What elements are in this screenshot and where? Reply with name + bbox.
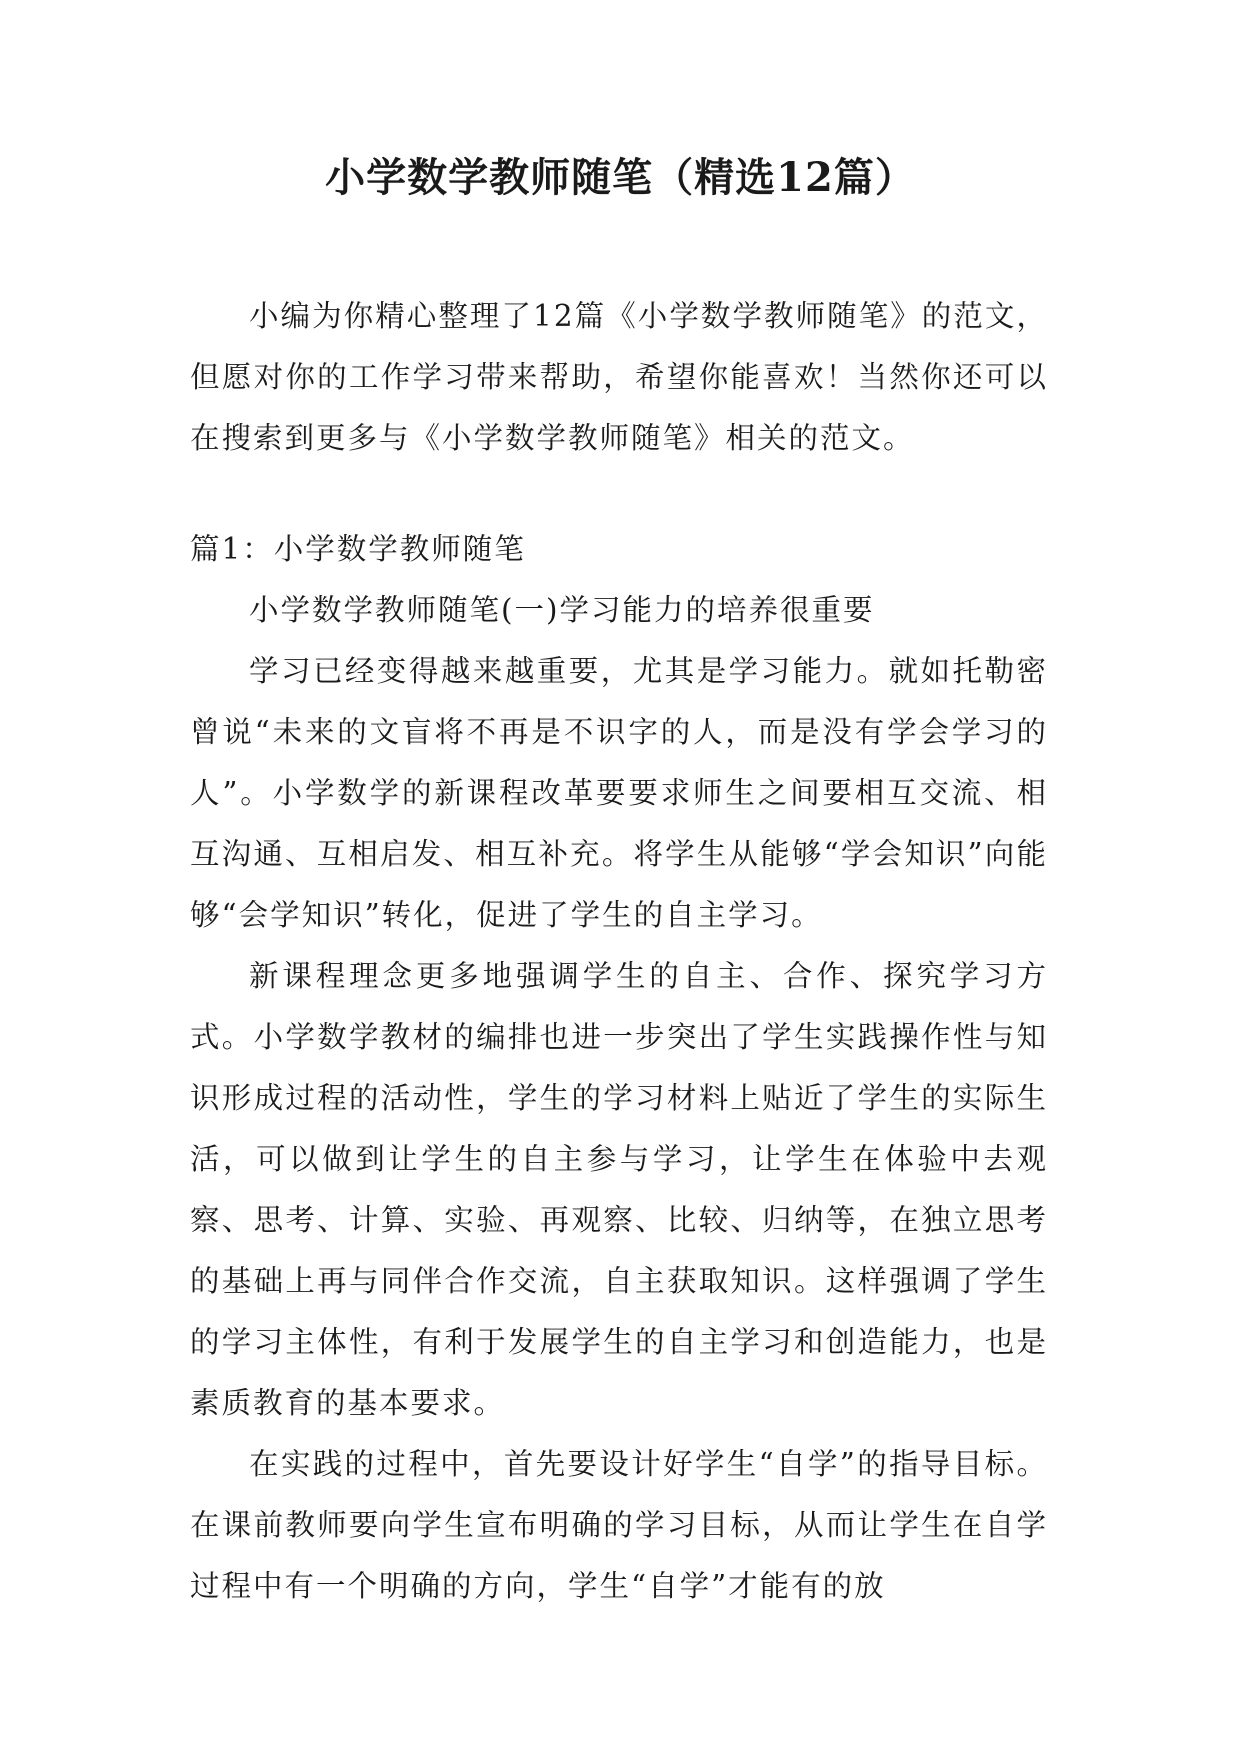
body-paragraph-1: 学习已经变得越来越重要，尤其是学习能力。就如托勒密曾说“未来的文盲将不再是不识字的人，而是没有学会学习的人”。小学数学的新课程改革要要求师生之间要相互交流、相互沟通、互相启发、相互补充。将学生从能够“学会知识”向能够“会学知识”转化，促进了学生的自主学习。	[190, 654, 1048, 932]
document-title: 小学数学教师随笔（精选12篇）	[325, 154, 916, 201]
intro-paragraph: 小编为你精心整理了12篇《小学数学教师随笔》的范文，但愿对你的工作学习带来帮助，希望你能喜欢！当然你还可以在搜索到更多与《小学数学教师随笔》相关的范文。	[190, 299, 1048, 455]
body-paragraph-2: 新课程理念更多地强调学生的自主、合作、探究学习方式。小学数学教材的编排也进一步突出了学生实践操作性与知识形成过程的活动性，学生的学习材料上贴近了学生的实际生活，可以做到让学生的自主参与学习，让学生在体验中去观察、思考、计算、实验、再观察、比较、归纳等，在独立思考的基础上再与同伴合作交流，自主获取知识。这样强调了学生的学习主体性，有利于发展学生的自主学习和创造能力，也是素质教育的基本要求。	[190, 959, 1048, 1420]
article-body	[190, 519, 1048, 1617]
section-heading: 篇1：小学数学教师随笔	[190, 532, 526, 566]
body-paragraph-3: 在实践的过程中，首先要设计好学生“自学”的指导目标。在课前教师要向学生宣布明确的学习目标，从而让学生在自学过程中有一个明确的方向，学生“自学”才能有的放	[190, 1447, 1048, 1603]
article-subheading: 小学数学教师随笔(一)学习能力的培养很重要	[249, 593, 875, 627]
intro-block	[190, 286, 1048, 469]
